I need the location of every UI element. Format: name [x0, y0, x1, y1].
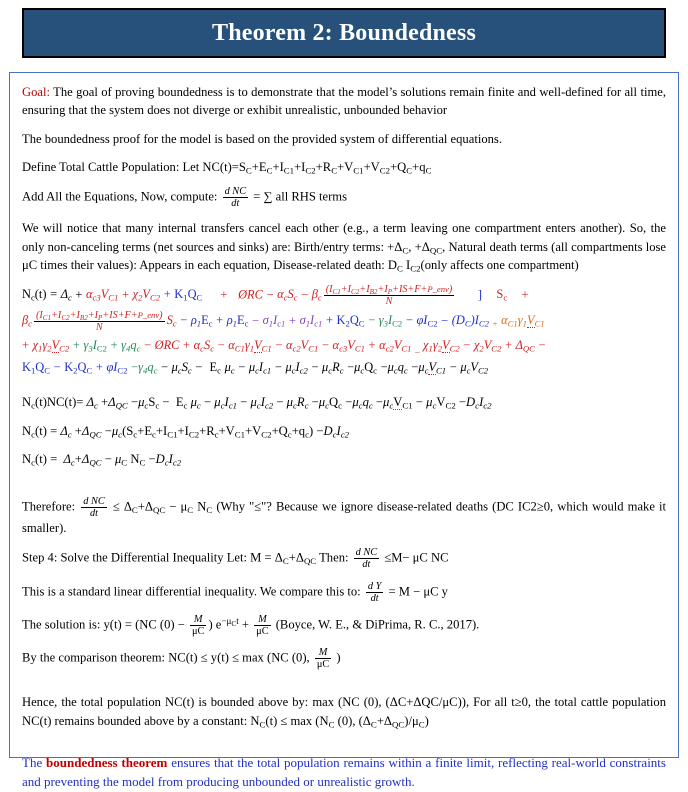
dnc-dt-fraction-3: $\frac{\text{d NC}}{dt}$ [355, 547, 378, 571]
goal-label: Goal: [22, 85, 50, 99]
hence-paragraph: Hence, the total population NC(t) is bounded above by: max (NC (0), (ΔC+ΔQC/μC)), For all t≥0, the total cattle population NC(t) remains bounded above by a constant: $N_C(t) \le \max (N_C$ (0), $(\Delta_C+\Delta_{QC})/\mu_C$) [22, 695, 666, 730]
step4-text-a: Step 4: Solve the Differential Inequality Let: M = Δ [22, 550, 283, 565]
dnc-dt-fraction: $\frac{\text{d NC}}{dt}$ [224, 186, 247, 210]
therefore-paragraph: Therefore: $\frac{\text{d NC}}{dt}$ ≤ $\Delta_C+\Delta_{QC} - \mu_C$ $N_C$ (Why "≤"? Because we ignore disease-related deaths (DC IC2≥0, which would make it smaller). [22, 495, 666, 536]
conclusion-post: ensures that the total population remains within a finite limit, reflecting real-world constraints and preventing the model from producing unbounded or unrealistic growth. [22, 754, 666, 790]
page-title: Theorem 2: Boundedness [212, 19, 476, 46]
m-over-muc-fraction-2: $\frac{M}{\mu C}$ [256, 613, 269, 637]
derivation-line-4: $K_1Q_C - K_2Q_C + \varphi I_{C2} -\gamma_4q_c - \mu_cS_c - E_c$ $\mu_c - \mu_cI_{c1} - \mu_cI_{c2} - \mu_cR_c -\mu_cQ_c -\mu_cq_c -\mu_cV_{C1} - \mu_cV_{C2}$ [22, 359, 489, 375]
solution-text-b: ) e [208, 617, 222, 632]
hence-text-5: )/μ [404, 713, 419, 728]
m-over-muc-fraction-3: $\frac{M}{\mu C}$ [316, 647, 330, 671]
summed-equation-3: $N_c(t) = \Delta_c+\Delta_{QC} - \mu_C$ $N_C -D_cI_{c2}$ [22, 452, 182, 468]
goal-paragraph [22, 83, 666, 120]
conclusion-pre: The [22, 754, 47, 770]
standard-inequality-paragraph [22, 581, 666, 604]
hence-text-6: ) [424, 713, 429, 728]
define-prefix: Define Total Cattle Population: Let NC(t)=S [22, 159, 246, 174]
goal-text: The goal of proving boundedness is to demonstrate that the model’s solutions remain finite and well-defined for all time, ensuring that the system does not diverge or exhibit unrealistic, unbounded behavior [22, 85, 666, 118]
derivation-line-1: $N_c(t) = \Delta_c + \alpha_{c3}V_{C1} + \chi_2V_{C2} + K_1Q_C$ + ØRC − $\alpha_cS_c - \beta_c$ $\frac{(I_{C1}+I_{C2}+I_{B2}+I_P+IS+F+P\_env)}{N}$ ] $S_c$ + [22, 284, 529, 308]
derivation-equation-block [22, 284, 666, 376]
standard-text-a: This is a standard linear differential inequality. We compare this to: [22, 584, 364, 599]
add-suffix: = ∑ all RHS terms [250, 189, 347, 204]
m-over-muc-fraction-1: $\frac{M}{\mu C}$ [192, 613, 205, 637]
beta-fraction-1: $\frac{(I_{C1}+I_{C2}+I_{B2}+I_P+IS+F+P\_env)}{N}$ [325, 284, 453, 308]
step4-paragraph: Step 4: Solve the Differential Inequality Let: $M = \Delta_C+\Delta_{QC}$ Then: $\frac{\text{d NC}}{dt}$ ≤M− μC NC [22, 547, 449, 571]
dy-dt-fraction: $\frac{\text{d Y}}{dt}$ [367, 580, 382, 604]
notice-text-2: , +Δ [408, 239, 430, 254]
notice-text-3: , Natural death terms (all compartments lose μC times their values): Appears in each equation, Disease-related death: D [22, 239, 667, 272]
content-box [9, 72, 679, 790]
summed-equation-2: $N_c(t) = \Delta_c +\Delta_{QC} -\mu_c(S_c+E_c+I_{C1}+I_{C2}+R_c+V_{C1}+V_{C2}+Q_c+q_c) -D_cI_{c2}$ [22, 423, 350, 440]
hence-text-2: (t) ≤ max (N [265, 713, 329, 728]
add-equations-paragraph [22, 186, 666, 209]
title-banner [22, 8, 666, 58]
hence-text-1: Hence, the total population NC(t) is bounded above by: max (NC (0), (ΔC+ΔQC/μC)), For all t≥0, the total cattle population NC(t) remains bounded above by a constant: N [22, 695, 666, 728]
comparison-text-a: By the comparison theorem: NC(t) ≤ y(t) ≤ max (NC (0), [22, 650, 313, 665]
hence-text-4: +Δ [376, 713, 393, 728]
dnc-dt-fraction-2: $\frac{\text{d NC}}{dt}$ [83, 495, 105, 519]
summed-equation-1: $N_c(t)NC(t)= \Delta_c +\Delta_{QC} -\mu_cS_c - E_c$ $\mu_c - \mu_cI_{c1} - \mu_cI_{c2} - \mu_cR_c -\mu_cQ_c -\mu_cq_c -\mu_cV_{C1} - \mu_cV_{C2} -D_cI_{c2}$ [22, 395, 492, 411]
therefore-text: (Why "≤"? Because we ignore disease-related deaths (DC IC2≥0, which would make it smaller). [22, 499, 666, 536]
derivation-line-3: + $\chi_1\gamma_2V_{C2} + \gamma_3I_{C2} + \gamma_4q_c$ − ØRC + $\alpha_cS_c - \alpha_{C1}\gamma_1V_{C1} - \alpha_{c2}V_{C1} - \alpha_{c3}V_{C1} + \alpha_{c2}V_{C1}$ $_{\_}$ $\chi_1\gamma_2V_{C2} - \chi_2V_{C2} + \Delta_{QC}$ − [22, 337, 546, 354]
add-prefix: Add All the Equations, Now, compute: [22, 189, 221, 204]
therefore-mid: ≤ Δ [108, 499, 132, 514]
step4-end: ≤M− μC NC [381, 550, 449, 565]
boundedness-theorem-highlight: boundedness theorem [46, 754, 168, 770]
proof-basis-paragraph: The boundedness proof for the model is based on the provided system of differential equations. [22, 131, 502, 146]
solution-paragraph: The solution is: y(t) = (NC (0) − $\frac{M}{\mu C}$ ) $e^{-\mu_Ct}$ + $\frac{M}{\mu C}$ (Boyce, W. E., & DiPrima, R. C., 2017). [22, 613, 480, 637]
slide-page [0, 8, 688, 790]
derivation-line-2: $\beta_c$ $\frac{(I_{C1}+I_{C2}+I_{B2}+I_P+IS+F+P\_env)}{N}$ $S_c - \rho_1E_c + \rho_1E_c - \sigma_1I_{c1} + \sigma_1I_{c1} + K_2Q_C - \gamma_3I_{C2} - \varphi I_{C2} - (D_C)I_{C2}$ $_+$ $\alpha_{C1}\gamma_1V_{C1}$ [22, 310, 545, 333]
comparison-theorem-paragraph [22, 647, 666, 670]
beta-fraction-2: $\frac{(I_{C1}+I_{C2}+I_{B2}+I_P+IS+F+P\_env)}{N}$ [36, 310, 163, 333]
comparison-text-b: ) [333, 650, 341, 665]
notice-text-4: (only affects one compartment) [420, 257, 579, 272]
notice-text-1: We will notice that many internal transfers cancel each other (e.g., a term leaving one compartment enters another). So, the only non-canceling terms (net sources and sinks) are: Birth/entry terms: +Δ [22, 221, 666, 254]
define-population-paragraph: Define Total Cattle Population: Let $NC(t)=S_C+E_C+I_{C1}+I_{C2}+R_C+V_{C1}+V_{C2}+Q_C+q_C$ [22, 159, 432, 176]
noncanceling-terms-paragraph: We will notice that many internal transfers cancel each other (e.g., a term leaving one compartment enters another). So, the only non-canceling terms (net sources and sinks) are: Birth/entry terms: $+\Delta_C$, $+\Delta_{QC}$, Natural death terms (all compartments lose μC times their values): Appears in each equation, Disease-related death: $D_C$ $I_{C2}(only$ affects one compartment) [22, 221, 667, 274]
standard-text-b: = M − μC y [385, 584, 448, 599]
conclusion-paragraph [22, 753, 666, 792]
step4-then: Then: [316, 550, 352, 565]
solution-text-c: + [238, 617, 253, 632]
solution-citation: (Boyce, W. E., & DiPrima, R. C., 2017). [272, 617, 480, 632]
solution-text-a: The solution is: y(t) = (NC (0) − [22, 617, 189, 632]
hence-text-3: (0), (Δ [334, 713, 371, 728]
therefore-prefix: Therefore: [22, 499, 80, 514]
